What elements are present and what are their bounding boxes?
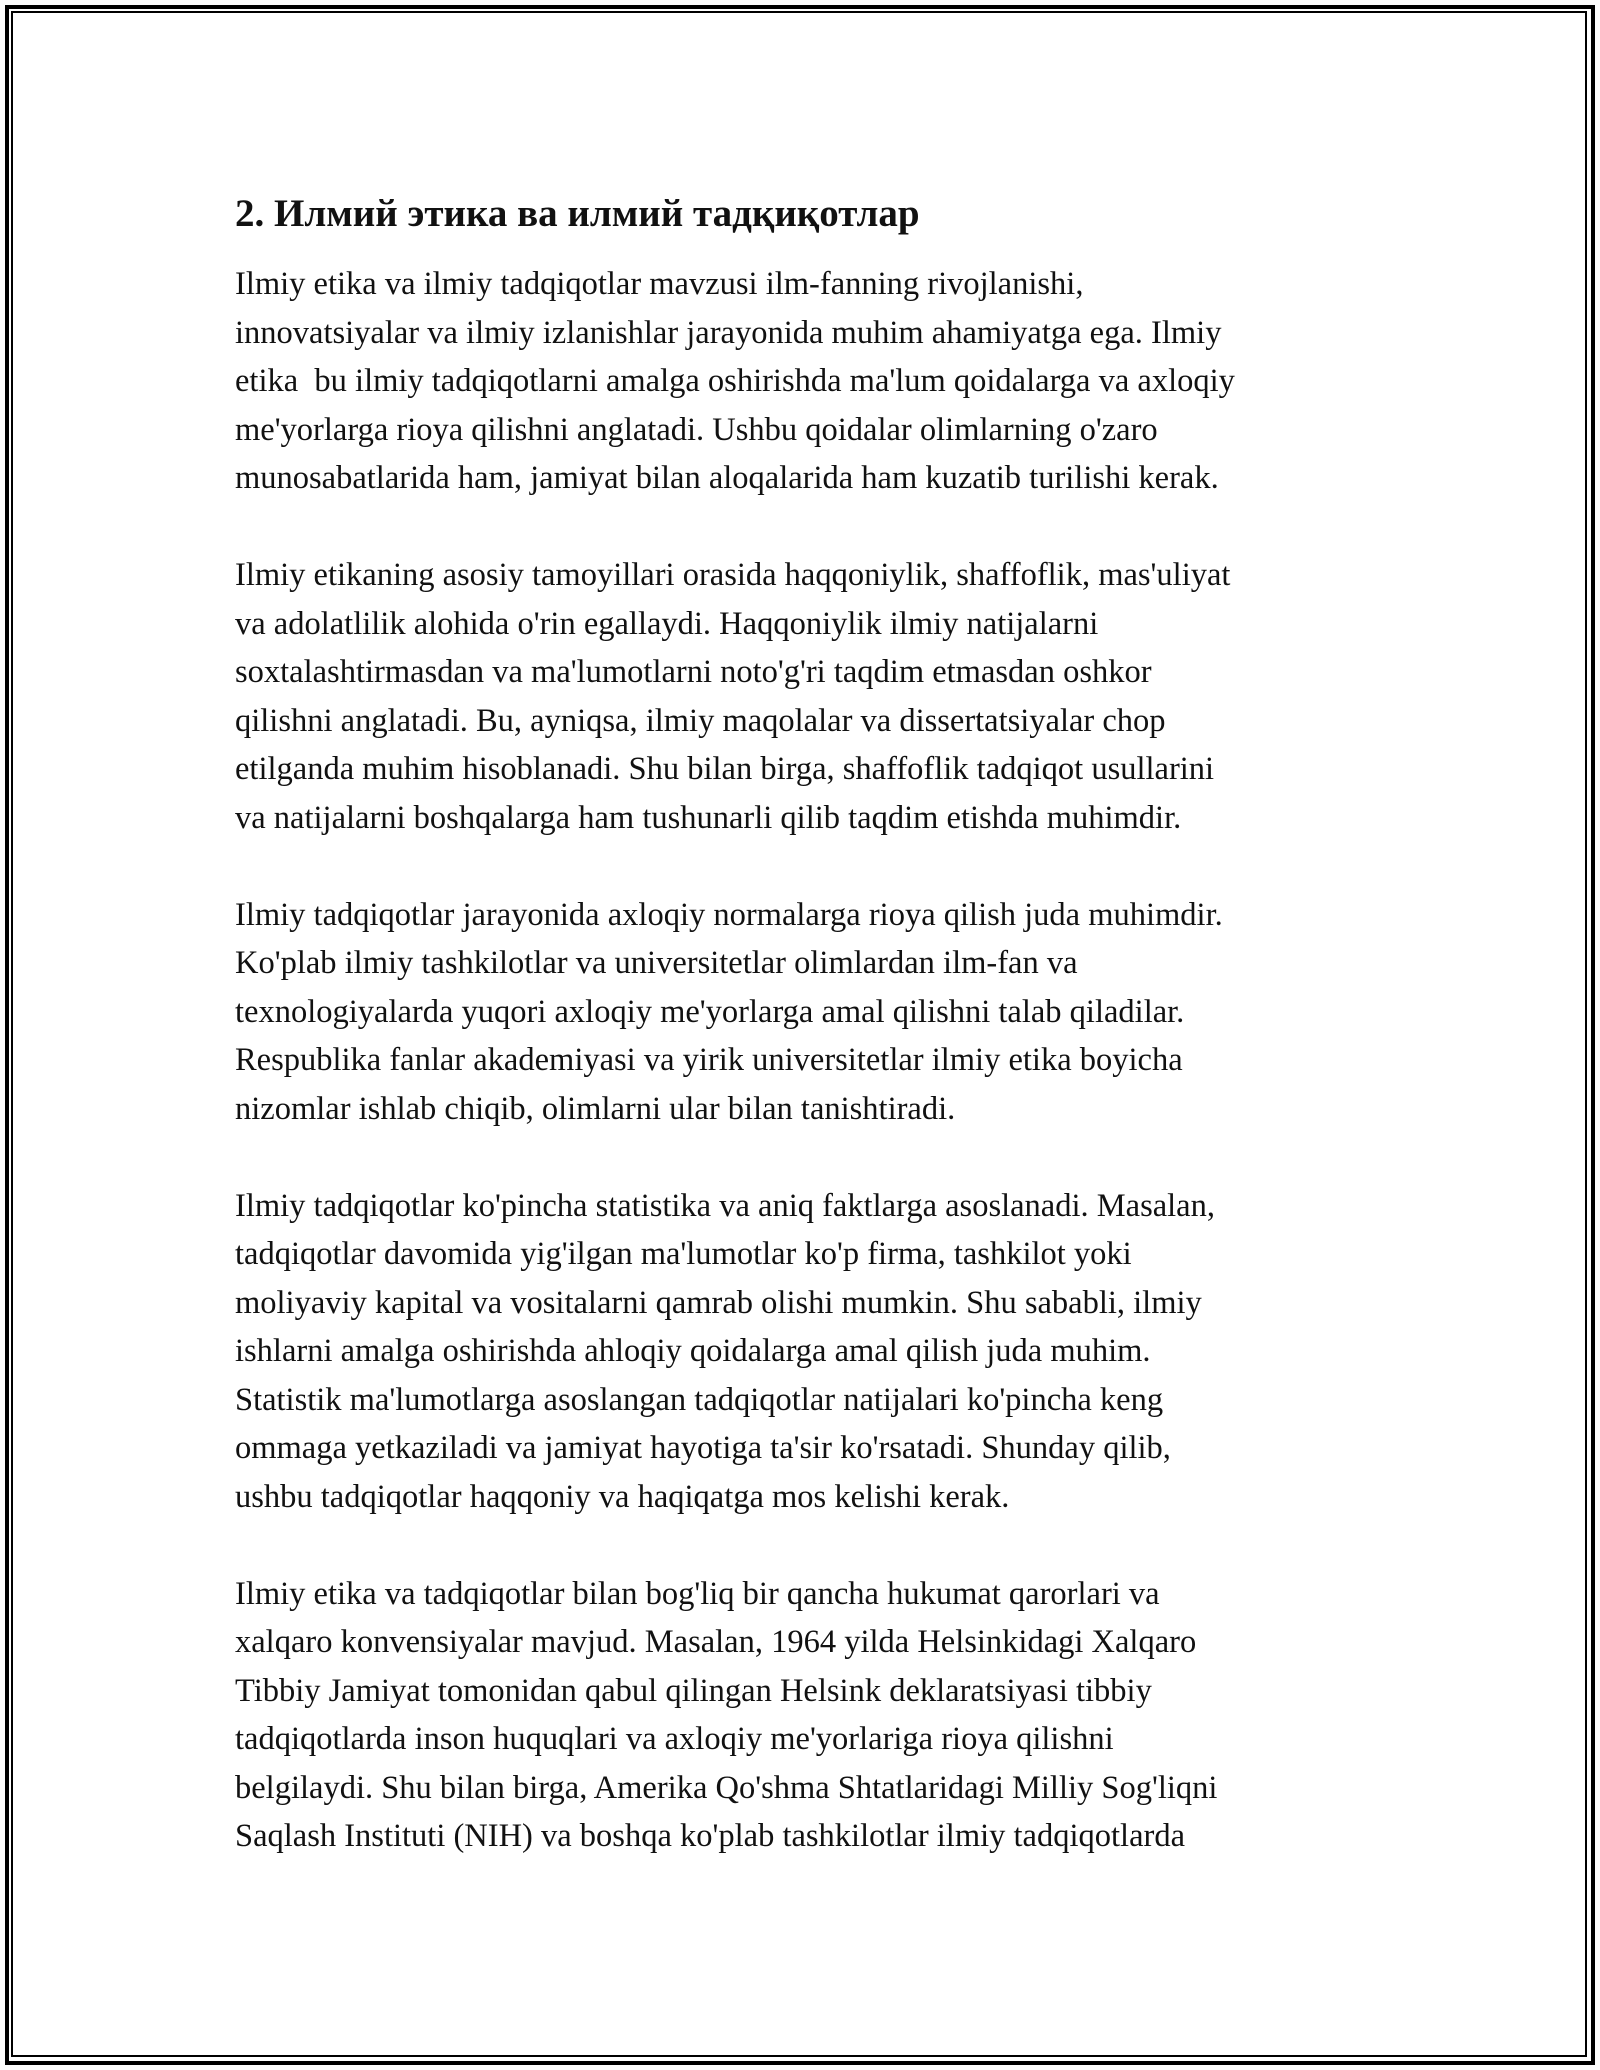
text-line: Statistik ma'lumotlarga asoslangan tadqiqotlar natijalari ko'pincha keng (235, 1381, 1164, 1418)
text-line: Saqlash Instituti (NIH) va boshqa ko'plab tashkilotlar ilmiy tadqiqotlarda (235, 1818, 1185, 1854)
paragraph-3 (235, 891, 1395, 1134)
section-title: 2. Илмий этика ва илмий тадқиқотлар (235, 192, 920, 235)
text-line: me'yorlarga rioya qilishni anglatadi. Ushbu qoidalar olimlarning o'zaro (235, 411, 1158, 448)
text-line: Respublika fanlar akademiyasi va yirik universitetlar ilmiy etika boyicha (235, 1042, 1183, 1078)
text-line: va adolatlilik alohida o'rin egallaydi. Haqqoniylik ilmiy natijalarni (235, 605, 1099, 642)
paragraph-1 (235, 260, 1395, 503)
text-line: etilganda muhim hisoblanadi. Shu bilan birga, shaffoflik tadqiqot usullarini (235, 751, 1215, 787)
text-line: va natijalarni boshqalarga ham tushunarli qilib taqdim etishda muhimdir. (235, 799, 1182, 836)
text-line: Ko'plab ilmiy tashkilotlar va universitetlar olimlardan ilm-fan va (235, 945, 1078, 981)
text-line: Ilmiy etika va tadqiqotlar bilan bog'liq bir qancha hukumat qarorlari va (235, 1575, 1160, 1612)
text-line: ommaga yetkaziladi va jamiyat hayotiga ta'sir ko'rsatadi. Shunday qilib, (235, 1430, 1171, 1466)
text-line: munosabatlarida ham, jamiyat bilan aloqalarida ham kuzatib turilishi kerak. (235, 460, 1219, 496)
text-line: Ilmiy tadqiqotlar ko'pincha statistika va aniq faktlarga asoslanadi. Masalan, (235, 1187, 1215, 1224)
text-line: Tibbiy Jamiyat tomonidan qabul qilingan Helsink deklaratsiyasi tibbiy (235, 1672, 1152, 1709)
text-line: texnologiyalarda yuqori axloqiy me'yorlarga amal qilishni talab qiladilar. (235, 993, 1185, 1030)
text-line: ishlarni amalga oshirishda ahloqiy qoidalarga amal qilish juda muhim. (235, 1333, 1151, 1369)
paragraph-4 (235, 1182, 1395, 1522)
text-line: innovatsiyalar va ilmiy izlanishlar jarayonida muhim ahamiyatga ega. Ilmiy (235, 314, 1222, 351)
text-line: nizomlar ishlab chiqib, olimlarni ular bilan tanishtiradi. (235, 1090, 956, 1127)
text-line: belgilaydi. Shu bilan birga, Amerika Qo'shma Shtatlaridagi Milliy Sog'liqni (235, 1769, 1218, 1806)
text-line: Ilmiy etikaning asosiy tamoyillari orasida haqqoniylik, shaffoflik, mas'uliyat (235, 557, 1231, 593)
text-line: tadqiqotlar davomida yig'ilgan ma'lumotlar ko'p firma, tashkilot yoki (235, 1236, 1132, 1272)
text-line: qilishni anglatadi. Bu, ayniqsa, ilmiy maqolalar va dissertatsiyalar chop (235, 702, 1166, 739)
paragraph-2 (235, 551, 1395, 842)
document-body (235, 186, 1395, 1909)
text-line: soxtalashtirmasdan va ma'lumotlarni noto'g'ri taqdim etmasdan oshkor (235, 654, 1152, 690)
text-line: xalqaro konvensiyalar mavjud. Masalan, 1964 yilda Helsinkidagi Xalqaro (235, 1624, 1197, 1660)
text-line: ushbu tadqiqotlar haqqoniy va haqiqatga mos kelishi kerak. (235, 1478, 1010, 1515)
text-line: Ilmiy tadqiqotlar jarayonida axloqiy normalarga rioya qilish juda muhimdir. (235, 896, 1223, 933)
text-line: Ilmiy etika va ilmiy tadqiqotlar mavzusi ilm-fanning rivojlanishi, (235, 266, 1084, 302)
text-line: moliyaviy kapital va vositalarni qamrab olishi mumkin. Shu sababli, ilmiy (235, 1284, 1202, 1321)
text-line: etika bu ilmiy tadqiqotlarni amalga oshirishda ma'lum qoidalarga va axloqiy (235, 363, 1235, 399)
text-line: tadqiqotlarda inson huquqlari va axloqiy me'yorlariga rioya qilishni (235, 1721, 1114, 1757)
paragraph-5 (235, 1570, 1395, 1861)
